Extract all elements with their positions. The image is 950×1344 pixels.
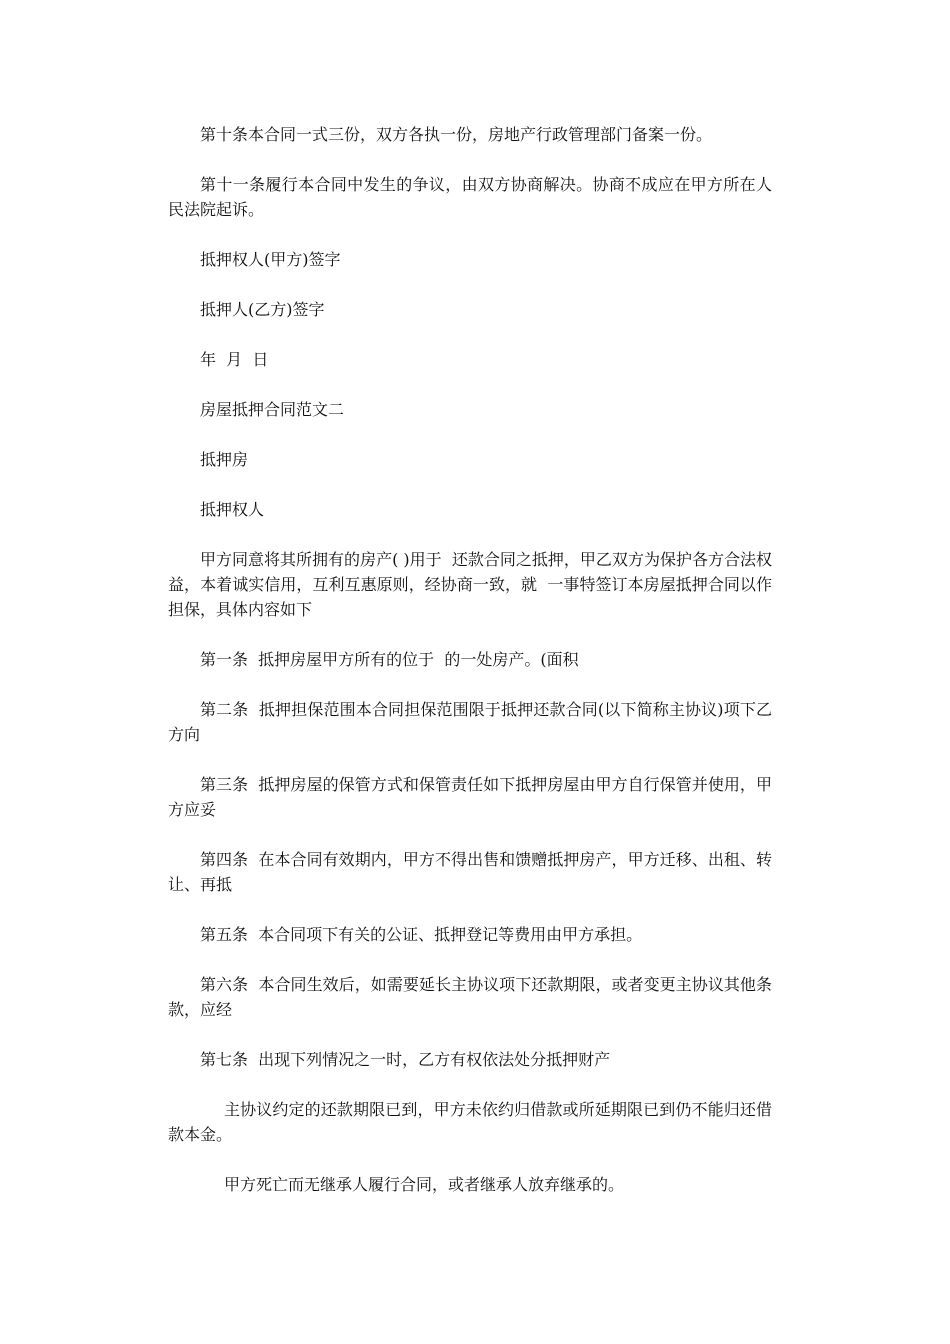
document-body bbox=[168, 122, 772, 1222]
mortgagee-line: 抵押权人 bbox=[200, 500, 265, 519]
article-4: 第四条 在本合同有效期内，甲方不得出售和馈赠抵押房产，甲方迁移、出租、转让、再抵 bbox=[168, 850, 772, 894]
article-6: 第六条 本合同生效后，如需要延长主协议项下还款期限，或者变更主协议其他条款，应经 bbox=[168, 975, 772, 1019]
article-5: 第五条 本合同项下有关的公证、抵押登记等费用由甲方承担。 bbox=[200, 925, 643, 944]
clause-11: 第十一条履行本合同中发生的争议，由双方协商解决。协商不成应在甲方所在人民法院起诉。 bbox=[168, 175, 772, 219]
article-3: 第三条 抵押房屋的保管方式和保管责任如下抵押房屋由甲方自行保管并使用，甲方应妥 bbox=[168, 775, 772, 819]
sample-two-heading: 房屋抵押合同范文二 bbox=[200, 400, 345, 419]
article-7: 第七条 出现下列情况之一时，乙方有权依法处分抵押财产 bbox=[200, 1050, 611, 1069]
article-1: 第一条 抵押房屋甲方所有的位于 的一处房产。(面积 bbox=[200, 650, 579, 669]
article-2: 第二条 抵押担保范围本合同担保范围限于抵押还款合同(以下简称主协议)项下乙方向 bbox=[168, 700, 772, 744]
mortgagor-signature-line: 抵押人(乙方)签字 bbox=[200, 300, 325, 319]
date-line: 年 月 日 bbox=[200, 350, 269, 369]
preamble-paragraph: 甲方同意将其所拥有的房产( )用于 还款合同之抵押，甲乙双方为保护各方合法权益，本着诚实信用，互利互惠原则，经协商一致，就 一事特签订本房屋抵押合同以作担保，具体内容如下 bbox=[168, 550, 772, 619]
mortgagee-signature-line: 抵押权人(甲方)签字 bbox=[200, 250, 341, 269]
mortgaged-house-line: 抵押房 bbox=[200, 450, 249, 469]
condition-repayment-due: 主协议约定的还款期限已到，甲方未依约归借款或所延期限已到仍不能归还借款本金。 bbox=[168, 1100, 772, 1144]
condition-death-no-heir: 甲方死亡而无继承人履行合同，或者继承人放弃继承的。 bbox=[224, 1175, 625, 1194]
clause-10: 第十条本合同一式三份，双方各执一份，房地产行政管理部门备案一份。 bbox=[200, 125, 713, 144]
